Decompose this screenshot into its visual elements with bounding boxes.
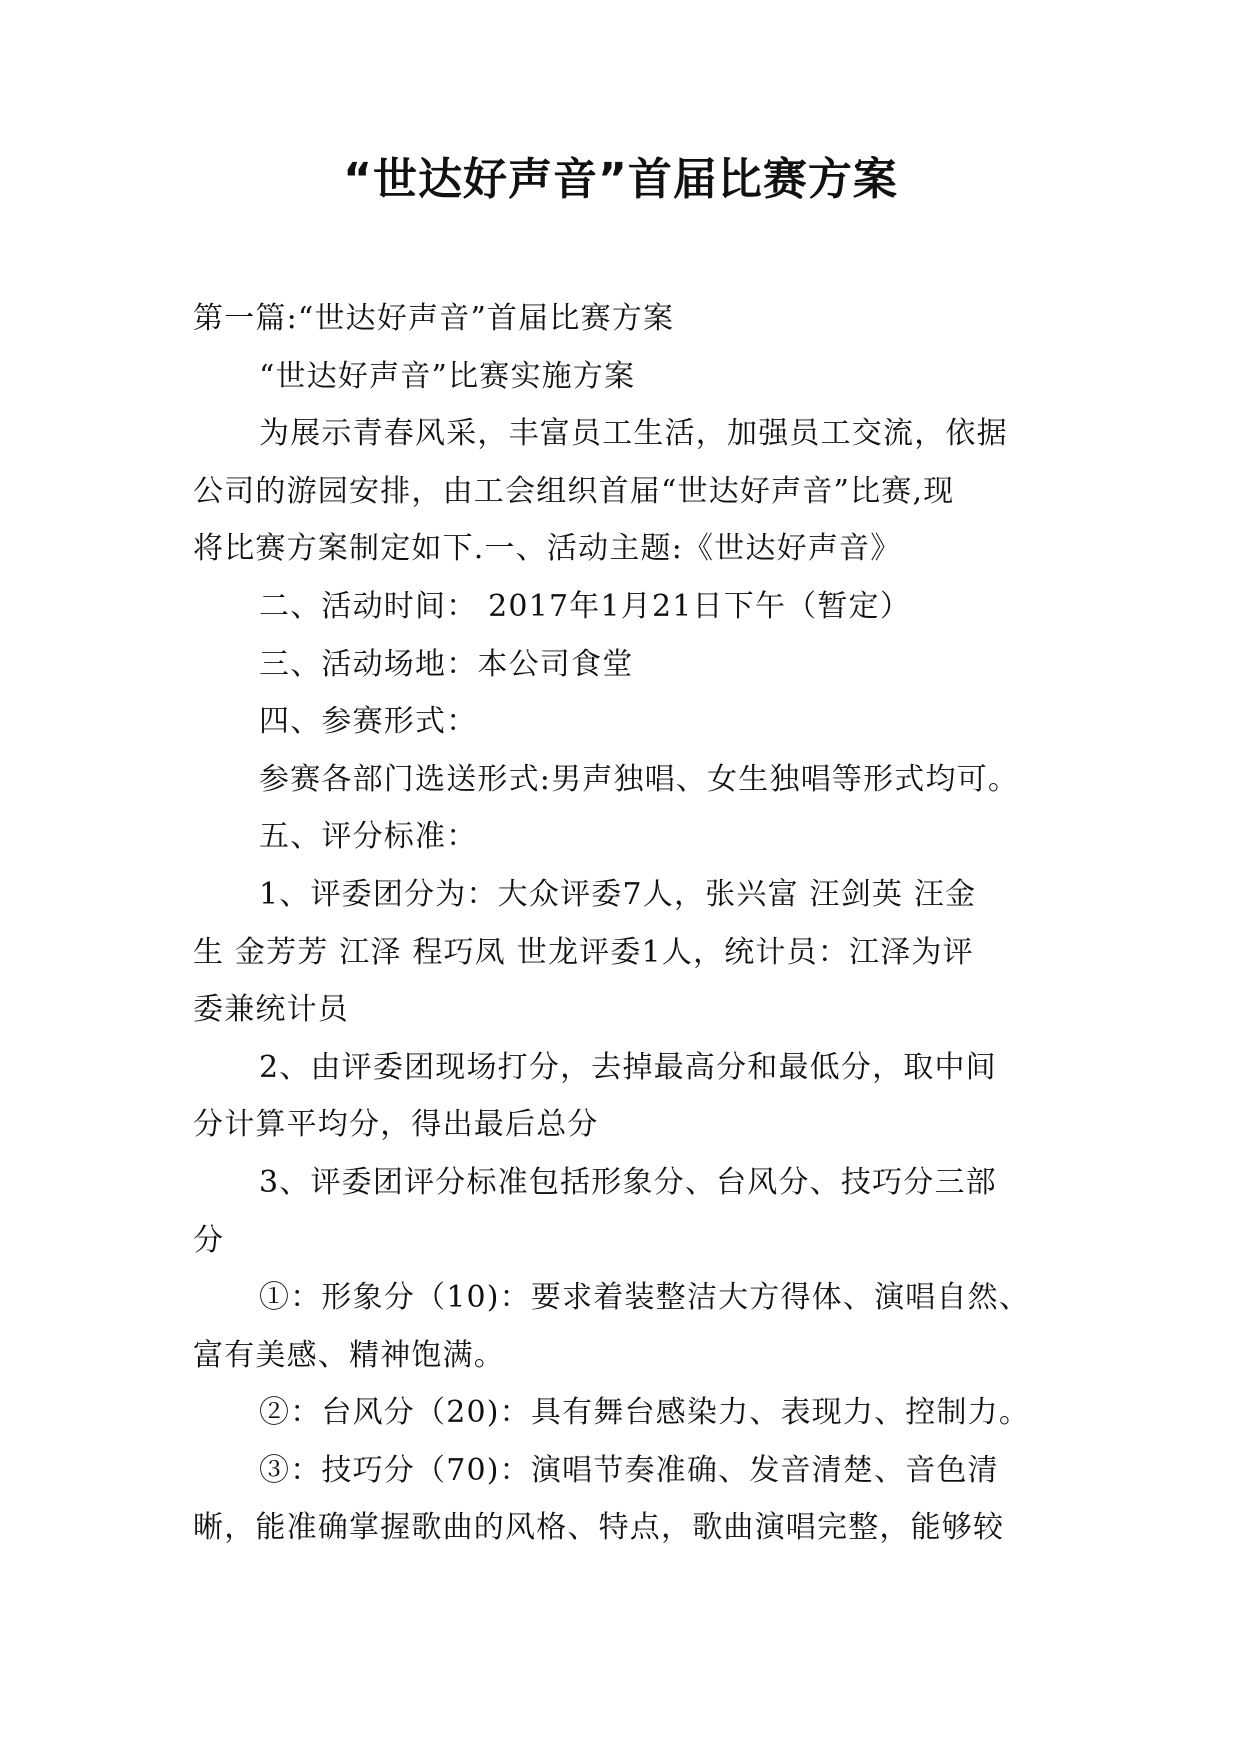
paragraph-line: ②：台风分（20)：具有舞台感染力、表现力、控制力。 (259, 1395, 1031, 1431)
paragraph-line: 参赛各部门选送形式:男声独唱、女生独唱等形式均可。 (259, 761, 1020, 797)
paragraph-line: 富有美感、精神饱满。 (193, 1337, 505, 1373)
paragraph-line: 二、活动时间： 2017年1月21日下午（暂定） (259, 588, 911, 624)
document-body (193, 290, 1055, 1557)
paragraph-line: ③：技巧分（70)：演唱节奏准确、发音清楚、音色清 (259, 1452, 999, 1488)
page-title: “世达好声音”首届比赛方案 (343, 154, 898, 205)
paragraph-line: 公司的游园安排，由工会组织首届“世达好声音”比赛,现 (193, 473, 955, 509)
paragraph-line: 分 (193, 1222, 225, 1258)
paragraph-line: 晰，能准确掌握歌曲的风格、特点，歌曲演唱完整，能够较 (193, 1510, 1005, 1546)
paragraph-line: 分计算平均分，得出最后总分 (193, 1107, 599, 1143)
paragraph-line: 四、参赛形式： (259, 704, 478, 740)
paragraph-line: 委兼统计员 (193, 992, 349, 1028)
paragraph-line: ①：形象分（10)：要求着装整洁大方得体、演唱自然、 (259, 1280, 1031, 1316)
paragraph-line: 将比赛方案制定如下.一、活动主题:《世达好声音》 (193, 531, 902, 567)
paragraph-line: 为展示青春风采，丰富员工生活，加强员工交流，依据 (259, 416, 1008, 452)
paragraph-line: 1、评委团分为：大众评委7人，张兴富 汪剑英 汪金 (259, 876, 977, 912)
section-heading: 第一篇:“世达好声音”首届比赛方案 (193, 301, 675, 336)
subtitle: “世达好声音”比赛实施方案 (259, 358, 636, 394)
paragraph-line: 五、评分标准： (259, 819, 478, 855)
paragraph-line: 3、评委团评分标准包括形象分、台风分、技巧分三部 (259, 1164, 997, 1200)
paragraph-line: 2、由评委团现场打分，去掉最高分和最低分，取中间 (259, 1049, 997, 1085)
paragraph-line: 生 金芳芳 江泽 程巧凤 世龙评委1人，统计员：江泽为评 (193, 934, 974, 970)
paragraph-line: 三、活动场地：本公司食堂 (259, 646, 634, 682)
